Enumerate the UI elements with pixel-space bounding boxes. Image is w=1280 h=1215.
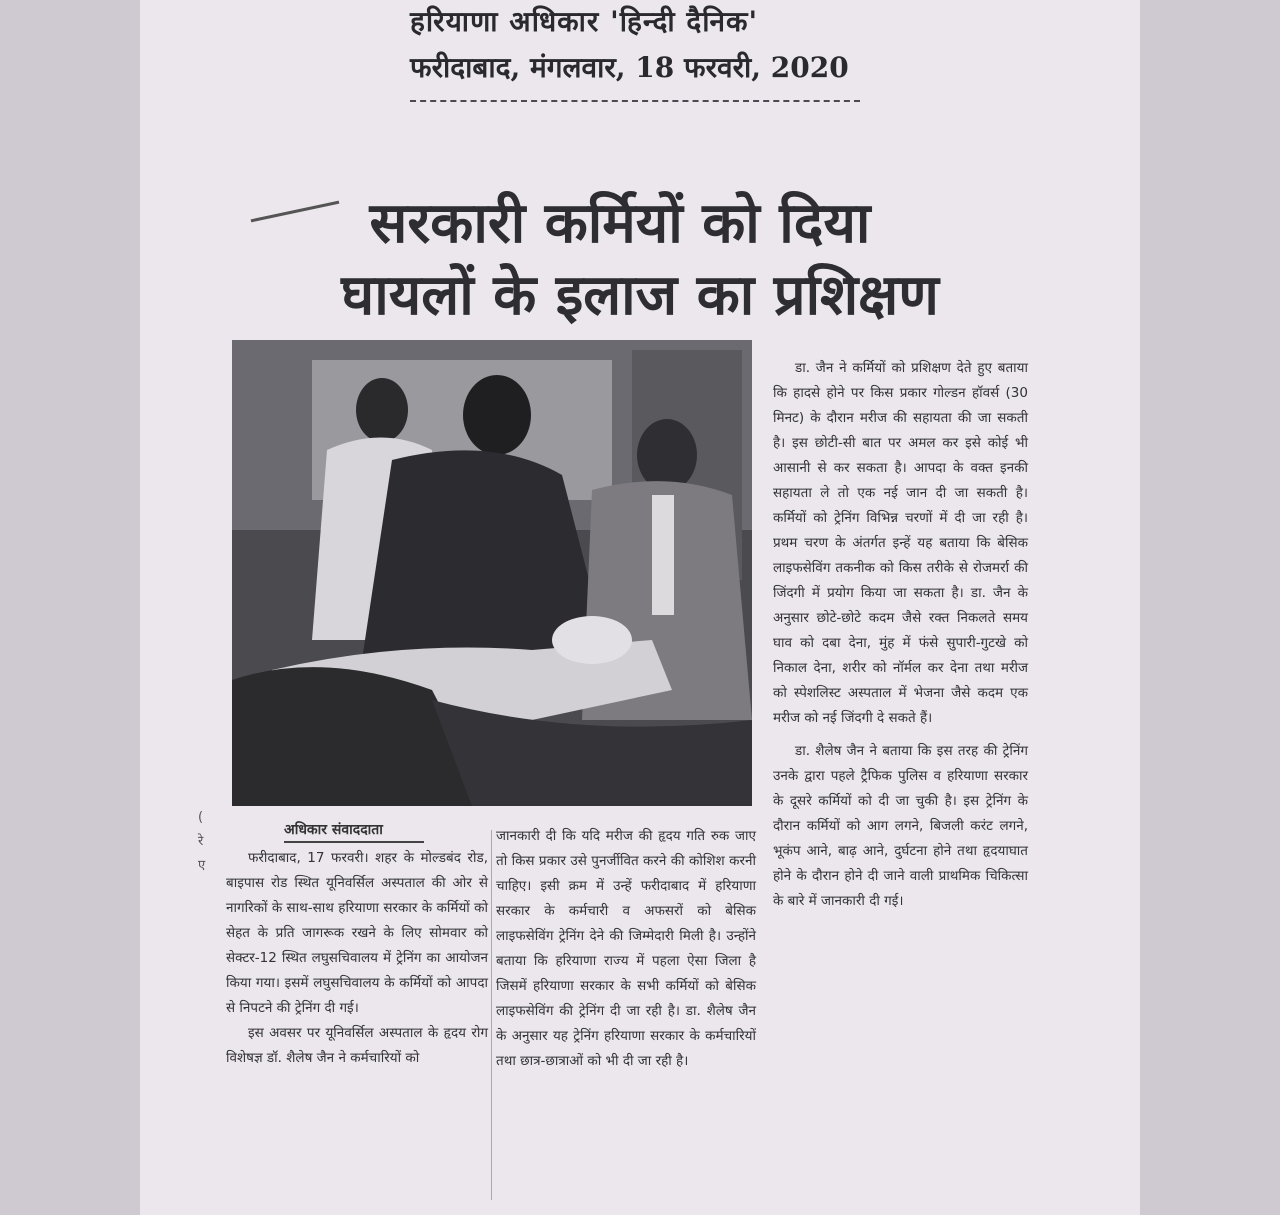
- headline-line-1: सरकारी कर्मियों को दिया: [369, 191, 871, 256]
- masthead-rule: [410, 100, 860, 102]
- article-column-3: [773, 356, 1028, 922]
- article-paragraph: जानकारी दी कि यदि मरीज की हृदय गति रुक जाए तो किस प्रकार उसे पुनर्जीवित करने की कोशिश करनी चाहिए। इसी क्रम में उन्हें फरीदाबाद में हरियाणा सरकार के कर्मचारी व अफसरों को बेसिक लाइफसेविंग ट्रेनिंग देने की जिम्मेदारी मिली है। उन्होंने बताया कि हरियाणा राज्य में पहला ऐसा जिला है जिसमें हरियाणा सरकार के सभी कर्मियों को बेसिक लाइफसेविंग की ट्रेनिंग दी जा रही है। डा. शैलेष जैन के अनुसार यह ट्रेनिंग हरियाणा सरकार के कर्मचारियों तथा छात्र-छात्राओं को भी दी जा रही है।: [496, 828, 756, 1069]
- news-photo: [232, 340, 752, 806]
- byline: अधिकार संवाददाता: [284, 820, 424, 843]
- headline: [250, 188, 990, 332]
- masthead: [410, 2, 870, 86]
- article-column-1: [226, 846, 488, 1071]
- article-paragraph: डा. शैलेष जैन ने बताया कि इस तरह की ट्रेनिंग उनके द्वारा पहले ट्रैफिक पुलिस व हरियाणा सरकार के दूसरे कर्मियों को दी जा चुकी है। इस ट्रेनिंग के दौरान कर्मियों को आग लगने, बिजली करंट लगने, भूकंप आने, बाढ़ आने, दुर्घटना होने तथा हृदयाघात होने के दौरान होने दी जाने वाली प्राथमिक चिकित्सा के बारे में जानकारी दी गई।: [773, 743, 1028, 909]
- article-paragraph: डा. जैन ने कर्मियों को प्रशिक्षण देते हुए बताया कि हादसे होने पर किस प्रकार गोल्डन हॉवर्स (30 मिनट) के दौरान मरीज की सहायता की जा सकती है। इस छोटी-सी बात पर अमल कर इसे कोई भी आसानी से कर सकता है। आपदा के वक्त इनकी सहायता ले तो एक नई जान दी जा सकती है। कर्मियों को ट्रेनिंग विभिन्न चरणों में दी जा रही है। प्रथम चरण के अंतर्गत इन्हें यह बताया कि बेसिक लाइफसेविंग तकनीक को किस तरीके से रोजमर्रा की जिंदगी में प्रयोग किया जा सकता है। डा. जैन के अनुसार छोटे-छोटे कदम जैसे रक्त निकलते समय घाव को दबा देना, मुंह में फंसे सुपारी-गुटखे को निकाल देना, शरीर को नॉर्मल कर देना तथा मरीज को स्पेशलिस्ट अस्पताल में भेजना जैसे कदम एक मरीज को नई जिंदगी दे सकते हैं।: [773, 360, 1028, 726]
- headline-line-2: घायलों के इलाज का प्रशिक्षण: [341, 263, 939, 328]
- dateline: फरीदाबाद, मंगलवार, 18 फरवरी, 2020: [410, 51, 849, 84]
- article-paragraph: इस अवसर पर यूनिवर्सिल अस्पताल के हृदय रोग विशेषज्ञ डॉ. शैलेष जैन ने कर्मचारियों को: [226, 1025, 488, 1066]
- article-column-2: [496, 824, 756, 1074]
- newspaper-name: हरियाणा अधिकार 'हिन्दी दैनिक': [410, 5, 759, 38]
- margin-marks: ( रे ए: [198, 810, 206, 873]
- article-paragraph: फरीदाबाद, 17 फरवरी। शहर के मोल्डबंद रोड, बाइपास रोड स्थित यूनिवर्सिल अस्पताल की ओर से नागरिकों के साथ-साथ हरियाणा सरकार के कर्मियों को सेहत के प्रति जागरूक रखने के लिए सोमवार को सेक्टर-12 स्थित लघुसचिवालय में ट्रेनिंग का आयोजन किया गया। इसमें लघुसचिवालय के कर्मियों को आपदा से निपटने की ट्रेनिंग दी गई।: [226, 850, 488, 1016]
- training-scene-illustration: [232, 340, 752, 806]
- column-divider: [491, 830, 492, 1200]
